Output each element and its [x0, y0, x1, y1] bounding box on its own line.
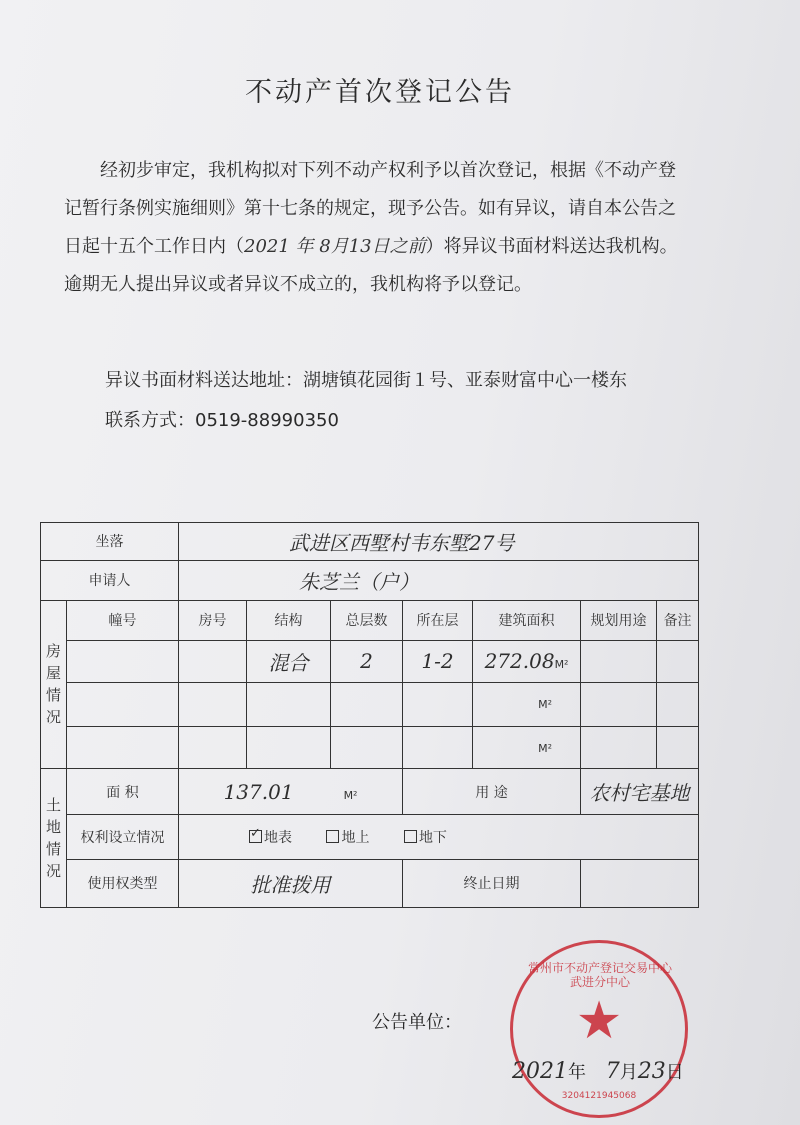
- notice-date: [512, 1058, 684, 1084]
- house-row: [41, 640, 699, 682]
- applicant-value: 朱芝兰（户）: [179, 560, 699, 600]
- land-area-cell: [179, 769, 403, 815]
- rights-option-label: 地下: [418, 829, 447, 846]
- cell-area: [473, 682, 581, 726]
- objection-address: 异议书面材料送达地址：湖塘镇花园街１号、亚泰财富中心一楼东: [105, 370, 627, 391]
- cell-area-unit: M²: [554, 658, 569, 672]
- cell-room-no: [179, 640, 247, 682]
- cell-structure: 混合: [247, 640, 331, 682]
- cell-remark: [657, 727, 699, 769]
- checkbox-icon: [404, 830, 417, 843]
- star-icon: ★: [575, 991, 623, 1051]
- date-day: 23: [637, 1059, 666, 1084]
- header-total-floors: 总层数: [331, 600, 403, 640]
- checkbox-checked-icon: [249, 830, 262, 843]
- cell-usage: [581, 640, 657, 682]
- header-room-no: 房号: [179, 600, 247, 640]
- cell-area-unit: M²: [538, 741, 552, 755]
- rights-option-below[interactable]: [404, 830, 447, 846]
- deadline-handwritten: 2021 年 8月13日之前: [244, 236, 426, 257]
- land-area-value: 137.01: [223, 779, 294, 804]
- use-type-row: [41, 859, 699, 907]
- applicant-label: 申请人: [41, 560, 179, 600]
- header-area: 建筑面积: [473, 600, 581, 640]
- cell-area-value: 272.08: [484, 649, 555, 674]
- land-section-label: [41, 769, 67, 908]
- cell-floor: [403, 727, 473, 769]
- use-type-value: 批准拨用: [179, 859, 403, 907]
- house-section-text: 房屋情况: [45, 642, 61, 727]
- date-year-suffix: 年: [568, 1062, 586, 1083]
- rights-option-label: 地表: [264, 829, 293, 846]
- cell-total-floors: [331, 727, 403, 769]
- rights-option-label: 地上: [341, 829, 370, 846]
- header-usage: 规划用途: [581, 600, 657, 640]
- cell-total-floors: [331, 682, 403, 726]
- header-building-no: 幢号: [67, 600, 179, 640]
- land-area-row: [41, 769, 699, 815]
- house-section-label: [41, 600, 67, 768]
- cell-area-unit: M²: [538, 698, 552, 712]
- cell-room-no: [179, 682, 247, 726]
- checkbox-icon: [326, 830, 339, 843]
- land-use-value: 农村宅基地: [581, 769, 699, 815]
- contact-phone: 联系方式：0519-88990350: [105, 410, 339, 431]
- house-row: [41, 727, 699, 769]
- end-date-label: 终止日期: [403, 859, 581, 907]
- cell-area: [473, 640, 581, 682]
- seal-text: 常州市不动产登记交易中心武进分中心: [527, 961, 672, 989]
- end-date-value: [581, 859, 699, 907]
- notice-unit-label: 公告单位：: [372, 1012, 462, 1033]
- cell-floor: 1-2: [403, 640, 473, 682]
- location-value: 武进区西墅村韦东墅27号: [179, 523, 699, 561]
- land-area-label: 面 积: [67, 769, 179, 815]
- rights-row: [41, 815, 699, 859]
- cell-remark: [657, 640, 699, 682]
- cell-structure: [247, 682, 331, 726]
- rights-label: 权利设立情况: [67, 815, 179, 859]
- official-seal: [510, 940, 688, 1118]
- cell-usage: [581, 682, 657, 726]
- cell-building-no: [67, 640, 179, 682]
- notice-title: 不动产首次登记公告: [245, 77, 515, 108]
- cell-floor: [403, 682, 473, 726]
- header-structure: 结构: [247, 600, 331, 640]
- date-month: 7: [605, 1059, 620, 1084]
- registration-table: [40, 522, 699, 908]
- cell-total-floors: 2: [331, 640, 403, 682]
- location-row: [41, 523, 699, 561]
- land-section-text: 土地情况: [45, 796, 61, 881]
- date-day-suffix: 日: [665, 1062, 684, 1083]
- notice-body: [64, 152, 684, 304]
- land-area-unit: M²: [343, 788, 358, 802]
- rights-option-surface[interactable]: [249, 830, 292, 846]
- date-month-suffix: 月: [619, 1062, 638, 1083]
- cell-area: [473, 727, 581, 769]
- cell-building-no: [67, 727, 179, 769]
- rights-options: [179, 815, 699, 859]
- cell-usage: [581, 727, 657, 769]
- date-year: 2021: [512, 1059, 568, 1084]
- use-type-label: 使用权类型: [67, 859, 179, 907]
- house-header-row: [41, 600, 699, 640]
- cell-remark: [657, 682, 699, 726]
- house-row: [41, 682, 699, 726]
- seal-code: 3204121945068: [561, 1091, 637, 1101]
- applicant-row: [41, 560, 699, 600]
- notice-body-after: ）将异议书面材料送达我机构。逾期无人提出异议或者异议不成立的，我机构将予以登记。: [64, 236, 678, 295]
- header-floor: 所在层: [403, 600, 473, 640]
- location-label: 坐落: [41, 523, 179, 561]
- rights-option-above[interactable]: [326, 830, 369, 846]
- cell-room-no: [179, 727, 247, 769]
- notice-body-before: 经初步审定，我机构拟对下列不动产权利予以首次登记，根据《不动产登记暂行条例实施细则》第十七条的规定，现予公告。如有异议，请自本公告之日起十五个工作日内（: [64, 160, 676, 257]
- header-remark: 备注: [657, 600, 699, 640]
- cell-structure: [247, 727, 331, 769]
- land-use-label: 用 途: [403, 769, 581, 815]
- cell-building-no: [67, 682, 179, 726]
